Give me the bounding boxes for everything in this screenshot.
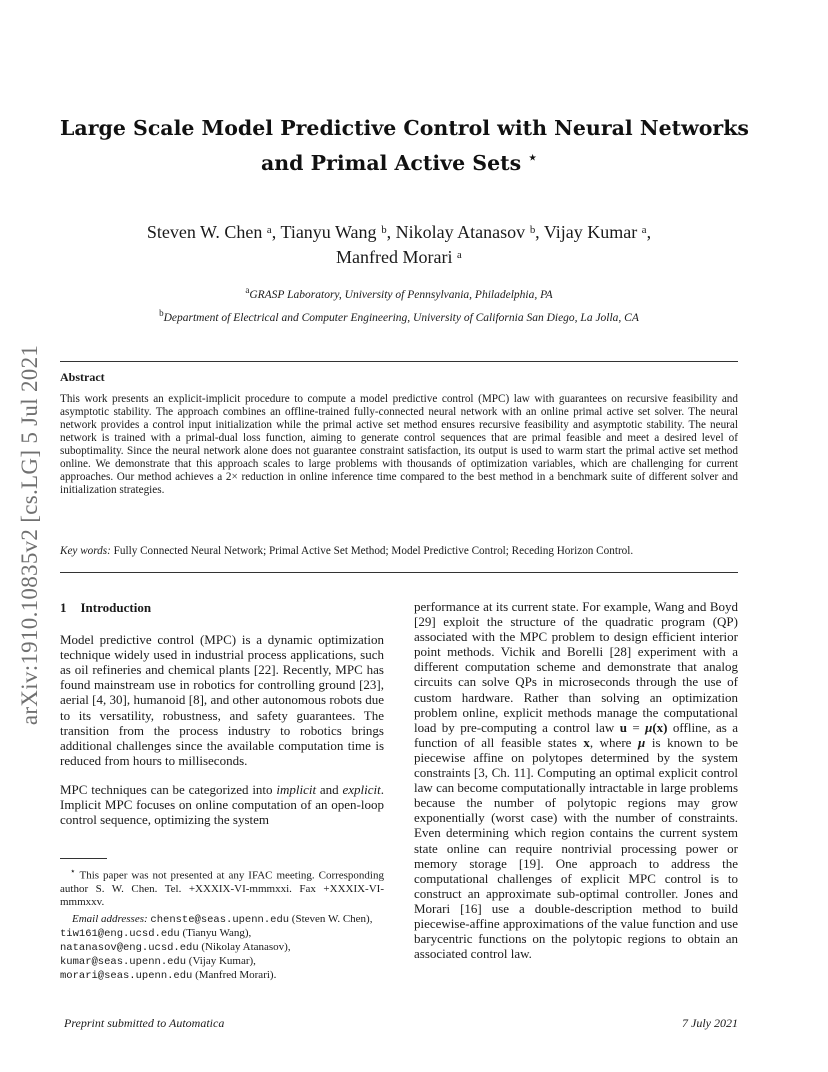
footnote-rule	[60, 858, 107, 859]
author-list	[60, 220, 738, 270]
abstract-heading: Abstract	[60, 370, 105, 384]
math-u: u	[619, 719, 627, 735]
abstract-top-rule	[60, 361, 738, 362]
email-owner: (Vijay Kumar),	[186, 955, 256, 968]
math-eq: =	[626, 719, 646, 735]
affiliation-a-text: GRASP Laboratory, University of Pennsylvania, Philadelphia, PA	[249, 288, 553, 301]
para2-text-c: . Implicit MPC focuses on online computation of an open-loop control sequence, optimizing the system	[60, 781, 384, 828]
intro-paragraph-1: Model predictive control (MPC) is a dynamic optimization technique widely used in industrial process applications, such as oil refineries and chemical plants [22]. Recently, MPC has found mainstream use in robotics for controlling ground [23], aerial [4, 30], humanoid [8], and other autonomous robots due to its versatility, robustness, and safety guarantees. The transition from the process industry to robotics brings additional challenges since the available computation time is reduced from hours to milliseconds.	[60, 632, 384, 768]
keywords	[60, 545, 738, 557]
affiliation-a-mark: a	[245, 285, 250, 295]
footnote-note	[60, 865, 384, 909]
right-text-d: is known to be piecewise affine on polytopes determined by the system constraints [3, Ch. 11]. Computing an optimal explicit control law can become computationally intractable in large problems because the number of polytopic regions may grow exponentially (worst case) with the number of constraints. Even determining which region contains the current system state online can require nontrivial processing power or memory storage [19]. One approach to address the computational challenges of explicit MPC control is to construct an approximate sub-optimal controller. Jones and Morari [16] use a double-description method to build piecewise-affine approximations of the value function and use barycentric functions on the polytopic regions to obtain an associated control law.	[414, 734, 738, 962]
left-column	[60, 600, 384, 841]
email-owner: (Nikolay Atanasov),	[198, 941, 291, 954]
footnote-emails	[60, 913, 384, 983]
authors-line-2: Manfred Morari ᵃ	[336, 247, 462, 267]
title-star-mark: ⋆	[528, 150, 538, 166]
section-title: Introduction	[80, 600, 152, 615]
paper-title	[60, 113, 749, 178]
email-owner: (Steven W. Chen),	[289, 912, 373, 925]
term-explicit: explicit	[342, 781, 381, 797]
math-x-paren: (x)	[652, 719, 668, 735]
affiliation-b	[60, 308, 738, 324]
title-line-2-text: and Primal Active Sets	[260, 150, 522, 175]
section-heading	[60, 600, 384, 615]
right-text-a: performance at its current state. For example, Wang and Boyd [29] exploit the structure of the quadratic program (QP) associated with the MPC problem to design efficient interior point methods. Vichik and Borelli [28] experiment with a different computation scheme and demonstrate that analog circuits can solve QPs in microseconds through the use of custom hardware. Rather than solving an optimization problem online, explicit methods manage the computational load by pre-computing a control law	[414, 599, 738, 735]
footnote-star: ⋆	[70, 866, 76, 876]
email-owner: (Manfred Morari).	[192, 969, 277, 982]
right-text-b: offline, as a function of all feasible states	[414, 719, 738, 750]
affiliation-b-text: Department of Electrical and Computer Engineering, University of California San Diego, La Jolla, CA	[163, 311, 639, 324]
keywords-text: Fully Connected Neural Network; Primal Active Set Method; Model Predictive Control; Receding Horizon Control.	[113, 545, 634, 557]
footer-date: 7 July 2021	[682, 1016, 738, 1030]
right-column-paragraph	[414, 599, 738, 961]
email-address[interactable]: chenste@seas.upenn.edu	[150, 913, 290, 926]
title-line-1: Large Scale Model Predictive Control with Neural Networks	[60, 116, 749, 140]
title-line-2	[60, 143, 738, 178]
right-text-c: , where	[589, 734, 639, 750]
keywords-label: Key words:	[60, 545, 111, 557]
affiliation-a	[60, 285, 738, 301]
email-address[interactable]: natanasov@eng.ucsd.edu	[60, 942, 199, 955]
abstract-bottom-rule	[60, 572, 738, 573]
arxiv-stamp-text: arXiv:1910.10835v2 [cs.LG] 5 Jul 2021	[17, 344, 42, 726]
affiliation-b-mark: b	[159, 308, 164, 318]
email-address[interactable]: morari@seas.upenn.edu	[60, 970, 193, 983]
arxiv-identifier	[8, 310, 52, 760]
para2-text-b: and	[316, 781, 343, 797]
math-mu-2: μ	[638, 734, 646, 750]
email-label: Email addresses:	[72, 912, 148, 925]
section-number: 1	[60, 600, 67, 615]
email-address[interactable]: tiw161@eng.ucsd.edu	[60, 928, 180, 941]
abstract-text: This work presents an explicit-implicit procedure to compute a model predictive control (MPC) law with guarantees on recursive feasibility and asymptotic stability. The approach combines an offline-trained fully-connected neural network with an online primal active set solver. The neural network provides a control input initialization while the primal active set method ensures recursive feasibility and asymptotic stability. The neural network is trained with a primal-dual loss function, aiming to generate control sequences that are primal feasible and meet a desired level of suboptimality. Since the neural network alone does not guarantee constraint satisfaction, its output is used to warm start the primal active set method online. We demonstrate that this approach scales to large problems with thousands of optimization variables, which are challenging for current approaches. Our method achieves a 2× reduction in online inference time compared to the best method in a benchmark suite of different solver and initialization strategies.	[60, 393, 738, 496]
email-address[interactable]: kumar@seas.upenn.edu	[60, 956, 187, 969]
footnote-text: This paper was not presented at any IFAC meeting. Corresponding author S. W. Chen. Tel. +XXXIX-VI-mmmxxi. Fax +XXXIX-VI-mmmxxv.	[60, 869, 384, 908]
footnote	[60, 865, 384, 983]
authors-line-1: Steven W. Chen ᵃ, Tianyu Wang ᵇ, Nikolay Atanasov ᵇ, Vijay Kumar ᵃ,	[146, 222, 652, 242]
math-mu: μ	[645, 719, 653, 735]
intro-paragraph-2	[60, 782, 384, 827]
footer-preprint-note: Preprint submitted to Automatica	[64, 1016, 225, 1030]
email-owner: (Tianyu Wang),	[179, 927, 252, 940]
para2-text-a: MPC techniques can be categorized into	[60, 781, 277, 797]
term-implicit: implicit	[276, 781, 317, 797]
right-column	[414, 599, 738, 961]
math-x: x	[583, 734, 590, 750]
